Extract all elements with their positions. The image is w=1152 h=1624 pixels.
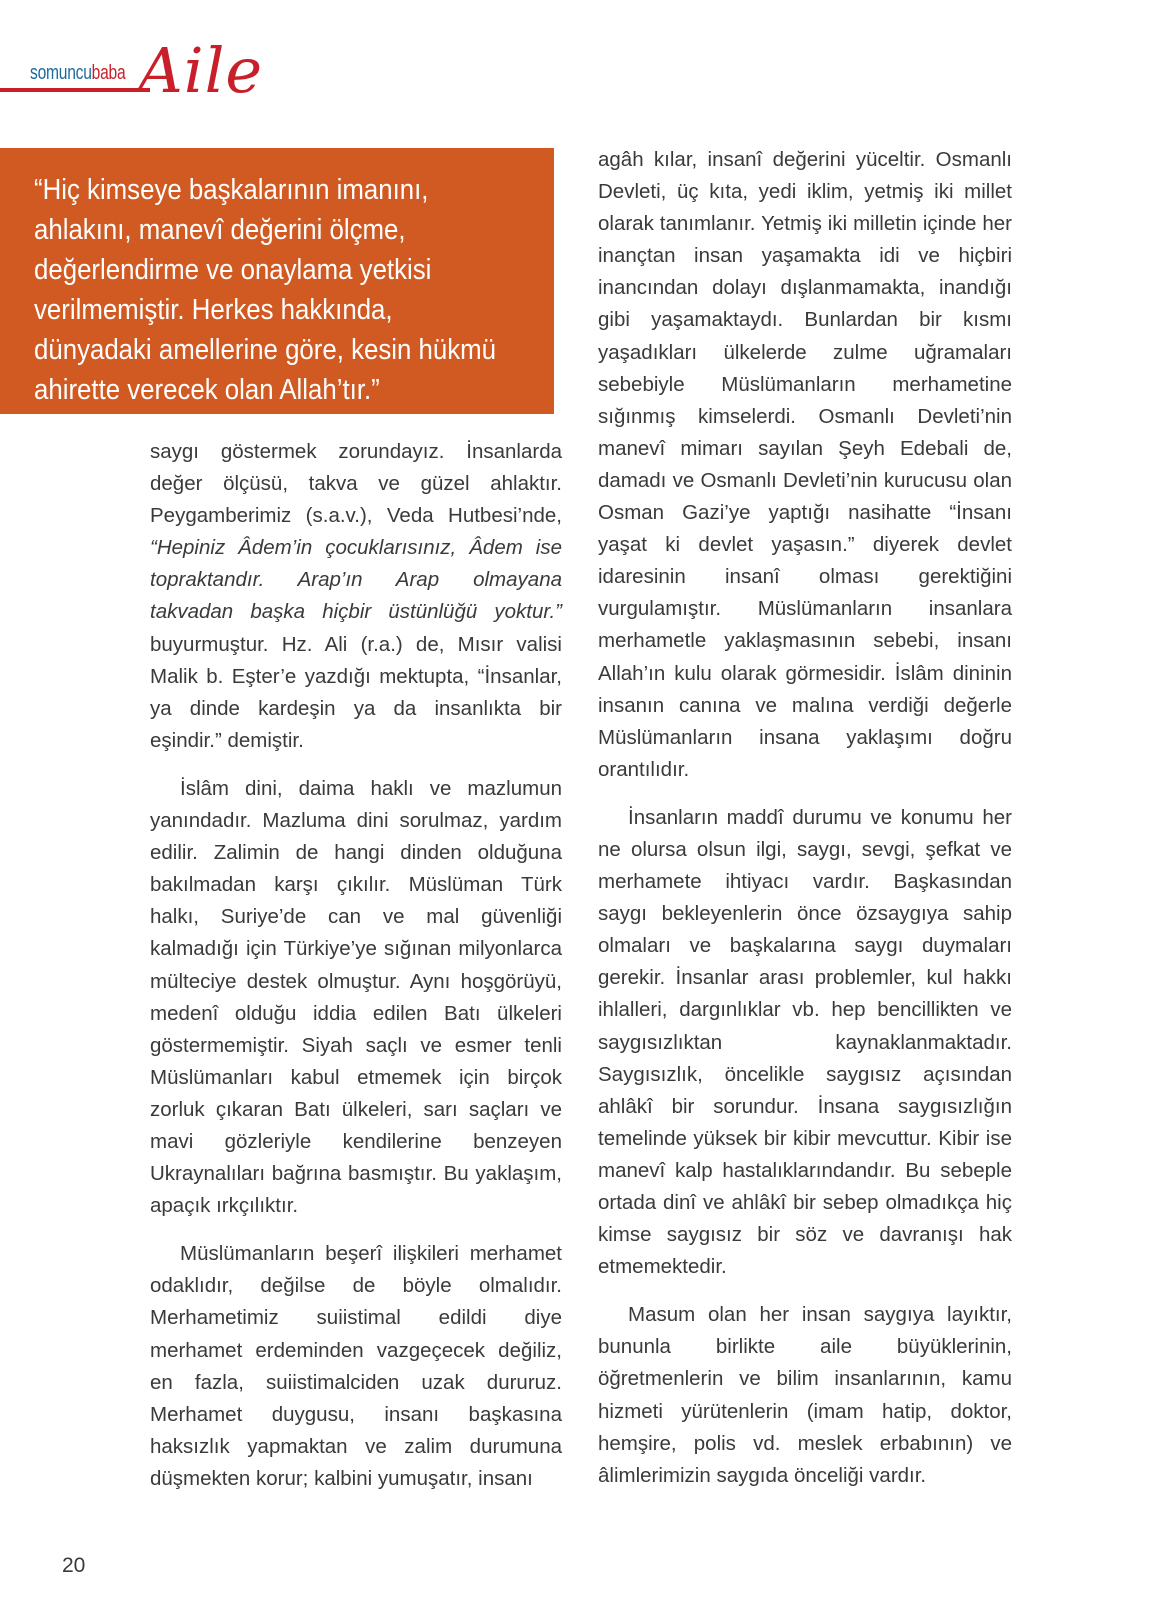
right-column	[598, 144, 1012, 1492]
left-paragraph-3: Müslümanların beşerî ilişkileri merhamet odaklıdır, değilse de böyle olmalıdır. Merhametimiz suiistimal edildi diye merhamet erdeminden vazgeçecek değiliz, en fazla, suiistimalciden uzak dururuz. Merhamet duygusu, insanı başkasına haksızlık yapmaktan ve zalim durumuna düşmekten korur; kalbini yumuşatır, insanı	[150, 1242, 562, 1490]
page-number: 20	[62, 1554, 86, 1577]
brand-logo-part1: somuncu	[30, 62, 92, 84]
pullquote-box	[0, 148, 554, 414]
left-column	[150, 436, 562, 1495]
right-paragraph-1: agâh kılar, insanî değerini yüceltir. Osmanlı Devleti, üç kıta, yedi iklim, yetmiş iki millet olarak tanımlanır. Yetmiş iki milletin içinde her inançtan insan yaşamakta idi ve hiçbiri inancından dolayı dışlanmamakta, inandığı gibi yaşamaktaydı. Bunlardan bir kısmı yaşadıkları ülkelerde zulme uğramaları sebebiyle Müslümanların merhametine sığınmış kimselerdi. Osmanlı Devleti’nin manevî mimarı sayılan Şeyh Edebali de, damadı ve Osmanlı Devleti’nin kurucusu olan Osman Gazi’ye yaptığı nasihatte “İnsanı yaşat ki devlet yaşasın.” diyerek devlet idaresinin insanî olması gerektiğini vurgulamıştır. Müslümanların insanlara merhametle yaklaşmasının sebebi, insanı Allah’ın kulu olarak görmesidir. İslâm dininin insanın canına ve malına verdiği değerle Müslümanların insana yaklaşımı doğru orantılıdır.	[598, 148, 1012, 781]
left-paragraph-1-text-b: buyurmuştur. Hz. Ali (r.a.) de, Mısır valisi Malik b. Eşter’e yazdığı mektupta, “İnsanlar, ya dinde kardeşin ya da insanlıkta bir eşindir.” demiştir.	[150, 632, 562, 752]
hadith-quote: “Hepiniz Âdem’in çocuklarısınız, Âdem ise topraktandır. Arap’ın Arap olmayana takvadan başka hiçbir üstünlüğü yoktur.”	[150, 536, 562, 624]
left-paragraph-1	[150, 436, 562, 757]
pullquote-text: “Hiç kimseye başkalarının imanını, ahlakını, manevî değerini ölçme, değerlendirme ve onaylama yetkisi verilmemiştir. Herkes hakkında, dünyadaki amellerine göre, kesin hükmü ahirette verecek olan Allah’tır.”	[34, 174, 496, 406]
masthead	[0, 34, 300, 118]
left-paragraph-1-text-a: saygı göstermek zorundayız. İnsanlarda değer ölçüsü, takva ve güzel ahlaktır. Peygamberimiz (s.a.v.), Veda Hutbesi’nde,	[150, 440, 562, 528]
right-paragraph-2: İnsanların maddî durumu ve konumu her ne olursa olsun ilgi, saygı, sevgi, şefkat ve merhamete ihtiyacı vardır. Başkasından saygı bekleyenlerin önce özsaygıya sahip olmaları ve başkalarına saygı duymaları gerekir. İnsanlar arası problemler, kul hakkı ihlalleri, dargınlıklar vb. hep bencillikten ve saygısızlıktan kaynaklanmaktadır. Saygısızlık, öncelikle saygısız açısından ahlâkî bir sorundur. İnsana saygısızlığın temelinde yüksek bir kibir mevcuttur. Kibir ise manevî kalp hastalıklarındandır. Bu sebeple ortada dinî ve ahlâkî bir sebep olmadıkça hiç kimse saygısız bir söz ve davranışı hak etmemektedir.	[598, 805, 1012, 1279]
masthead-rule	[0, 88, 150, 92]
left-paragraph-2: İslâm dini, daima haklı ve mazlumun yanındadır. Mazluma dini sorulmaz, yardım edilir. Zalimin de hangi dinden olduğuna bakılmadan karşı çıkılır. Müslüman Türk halkı, Suriye’de can ve mal güvenliği kalmadığı için Türkiye’ye sığınan milyonlarca mülteciye destek olmuştur. Aynı hoşgörüyü, medenî olduğu iddia edilen Batı ülkeleri göstermemiştir. Siyah saçlı ve esmer tenli Müslümanları kabul etmemek için birçok zorluk çıkaran Batı ülkeleri, sarı saçları ve mavi gözleriyle kendilerine benzeyen Ukraynalıları bağrına basmıştır. Bu yaklaşım, apaçık ırkçılıktır.	[150, 776, 562, 1218]
brand-logo	[30, 62, 125, 85]
right-paragraph-3: Masum olan her insan saygıya layıktır, bununla birlikte aile büyüklerinin, öğretmenlerin ve bilim insanlarının, kamu hizmeti yürütenlerin (imam hatip, doktor, hemşire, polis vd. meslek erbabının) ve âlimlerimizin saygıda önceliği vardır.	[598, 1303, 1012, 1487]
section-title: Aile	[138, 34, 264, 107]
brand-logo-part2: baba	[91, 62, 126, 84]
